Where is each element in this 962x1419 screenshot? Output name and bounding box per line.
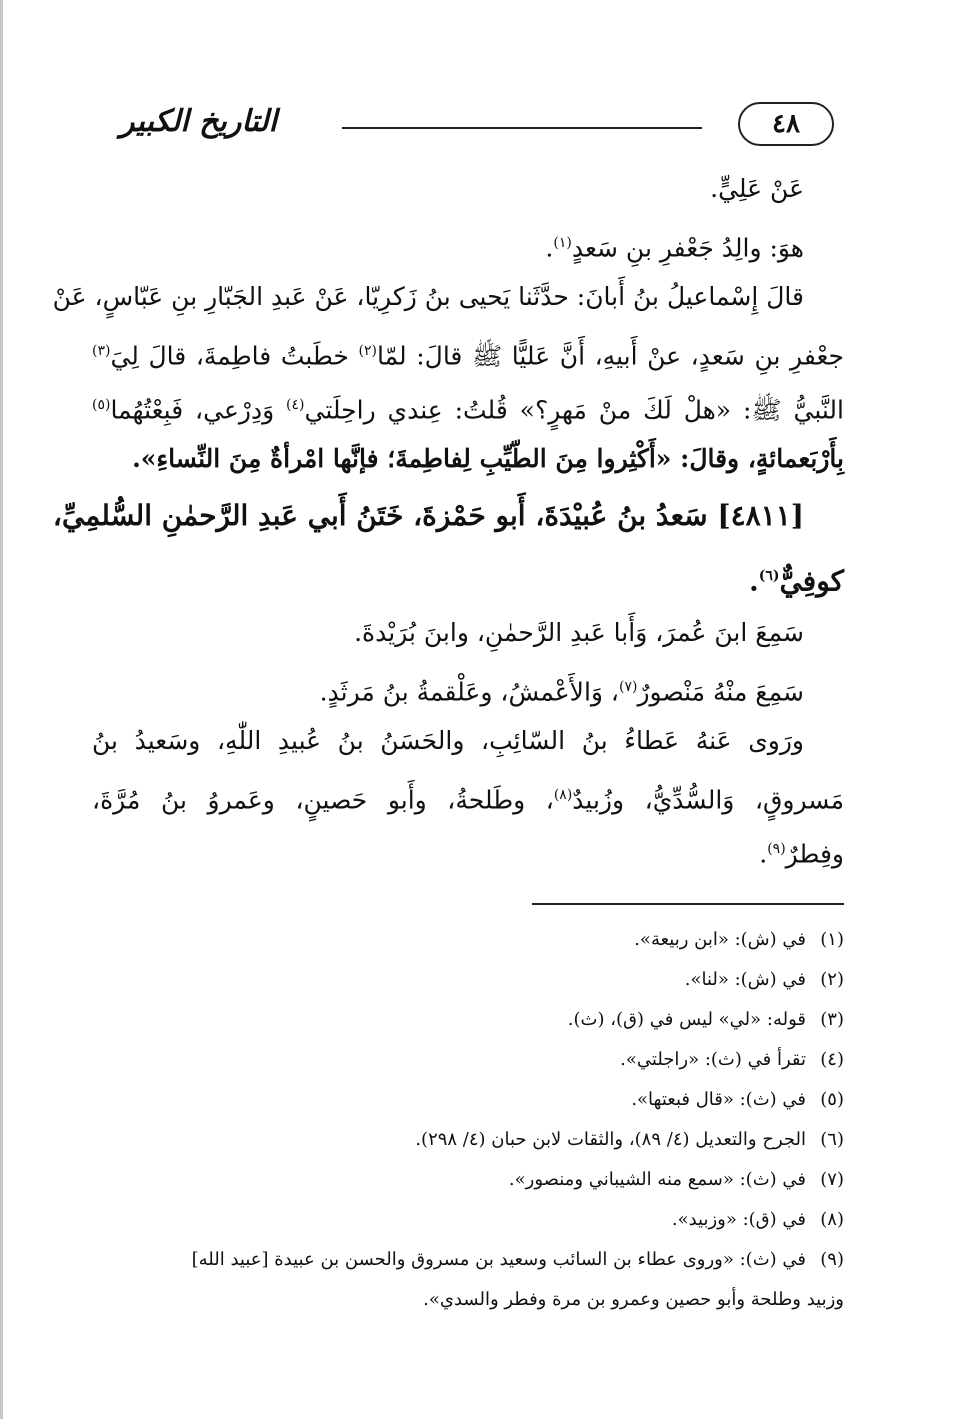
text-line: وفِطرٌ$^{(٩)}$. bbox=[759, 839, 844, 869]
page-number: ٤٨ bbox=[738, 102, 834, 146]
footnotes bbox=[92, 920, 844, 1320]
text-line: مَسروقٍ، وَالسُّدِّيُّ، وزُبيدٌ$^{(٨)}$، وطَلحةُ، وأَبو حَصينٍ، وعَمروُ بنُ مُرَّةَ، bbox=[92, 785, 844, 815]
footnote: (٣)قوله: «لي» ليس في (ق)، (ث). bbox=[567, 1009, 844, 1030]
text-line: ورَوى عَنهُ عَطاءُ بنُ السّائِبِ، والحَسَنُ بنُ عُبيدِ اللّٰهِ، وسَعيدُ بنُ bbox=[92, 726, 804, 755]
footnote: (٢)في (ش): «لنا». bbox=[684, 969, 844, 990]
text-line: سَمِعَ ابنَ عُمرَ، وَأَبا عَبدِ الرَّحمٰنِ، وابنَ بُرَيْدةَ. bbox=[354, 618, 804, 647]
text-line: النَّبيُّ ﷺ: «هلْ لَكَ منْ مَهرٍ؟» قُلتُ: عِندي راحِلَتي$^{(٤)}$ وَدِرْعي، فَبِعْتُهُما$^{(٥)}$ bbox=[92, 395, 844, 425]
footnote: (٥)في (ث): «قال فبعتها». bbox=[631, 1089, 844, 1110]
footnote: (٧)في (ث): «سمع منه الشيباني ومنصور». bbox=[508, 1169, 844, 1190]
text-line: قالَ إِسْماعيلُ بنُ أَبانَ: حدَّثَنا يَحيى بنُ زَكرِيّا، عَنْ عَبدِ الجَبّارِ بنِ عَبّاسٍ، عَنْ bbox=[52, 282, 804, 311]
text-line: هوَ: والِدُ جَعْفرِ بنِ سَعدٍ$^{(١)}$. bbox=[545, 233, 804, 263]
page-header bbox=[92, 96, 844, 156]
text-line: عَنْ عَلِيٍّ. bbox=[710, 174, 804, 203]
main-text bbox=[52, 162, 844, 876]
footnote: (٤)تقرأ في (ث): «راجلتي». bbox=[620, 1049, 844, 1070]
footnote: (١)في (ش): «ابن ربيعة». bbox=[634, 929, 844, 950]
text-line: سَمِعَ منْهُ مَنْصورٌ$^{(٧)}$، وَالأَعْمشُ، وعَلْقمةُ بنُ مَرثَدٍ. bbox=[319, 677, 804, 707]
running-title: التاريخ الكبير bbox=[120, 104, 278, 139]
text-line: بِأَرْبَعمائةٍ، وقالَ: «أَكْثِروا مِنَ الطّيِّبِ لِفاطِمةَ؛ فإنَّها امْرأةٌ مِنَ النِّساءِ». bbox=[132, 444, 844, 473]
text-line: جعْفرِ بنِ سَعدٍ، عنْ أَبيهِ، أَنَّ عَليًّا ﷺ قالَ: لمّا$^{(٢)}$ خطَبتُ فاطِمةَ، قالَ لِيَ$^{(٣)}$ bbox=[92, 341, 844, 371]
footnote-rule bbox=[532, 903, 844, 905]
entry-heading: [٤٨١١] سَعدُ بنُ عُبيْدَةَ، أَبو حَمْزةَ، خَتَنُ أَبي عَبدِ الرَّحمٰنِ السُّلمِيِّ، bbox=[52, 499, 804, 532]
footnote: (٦)الجرح والتعديل (٤/ ٨٩)، والثقات لابن حبان (٤/ ٢٩٨). bbox=[415, 1129, 844, 1150]
footnote: (٨)في (ق): «وزبيد». bbox=[671, 1209, 844, 1230]
page-edge bbox=[0, 0, 3, 1419]
header-rule bbox=[342, 127, 702, 129]
entry-heading-cont: كوفِيٌّ$^{(٦)}$. bbox=[748, 564, 844, 598]
footnote: (٩)في (ث): «وروى عطاء بن السائب وسعيد بن مسروق والحسن بن عبيدة [عبيد الله] bbox=[191, 1249, 844, 1270]
footnote-continuation: وزبيد وطلحة وأبو حصين وعمرو بن مرة وفطر والسدي». bbox=[423, 1289, 844, 1310]
